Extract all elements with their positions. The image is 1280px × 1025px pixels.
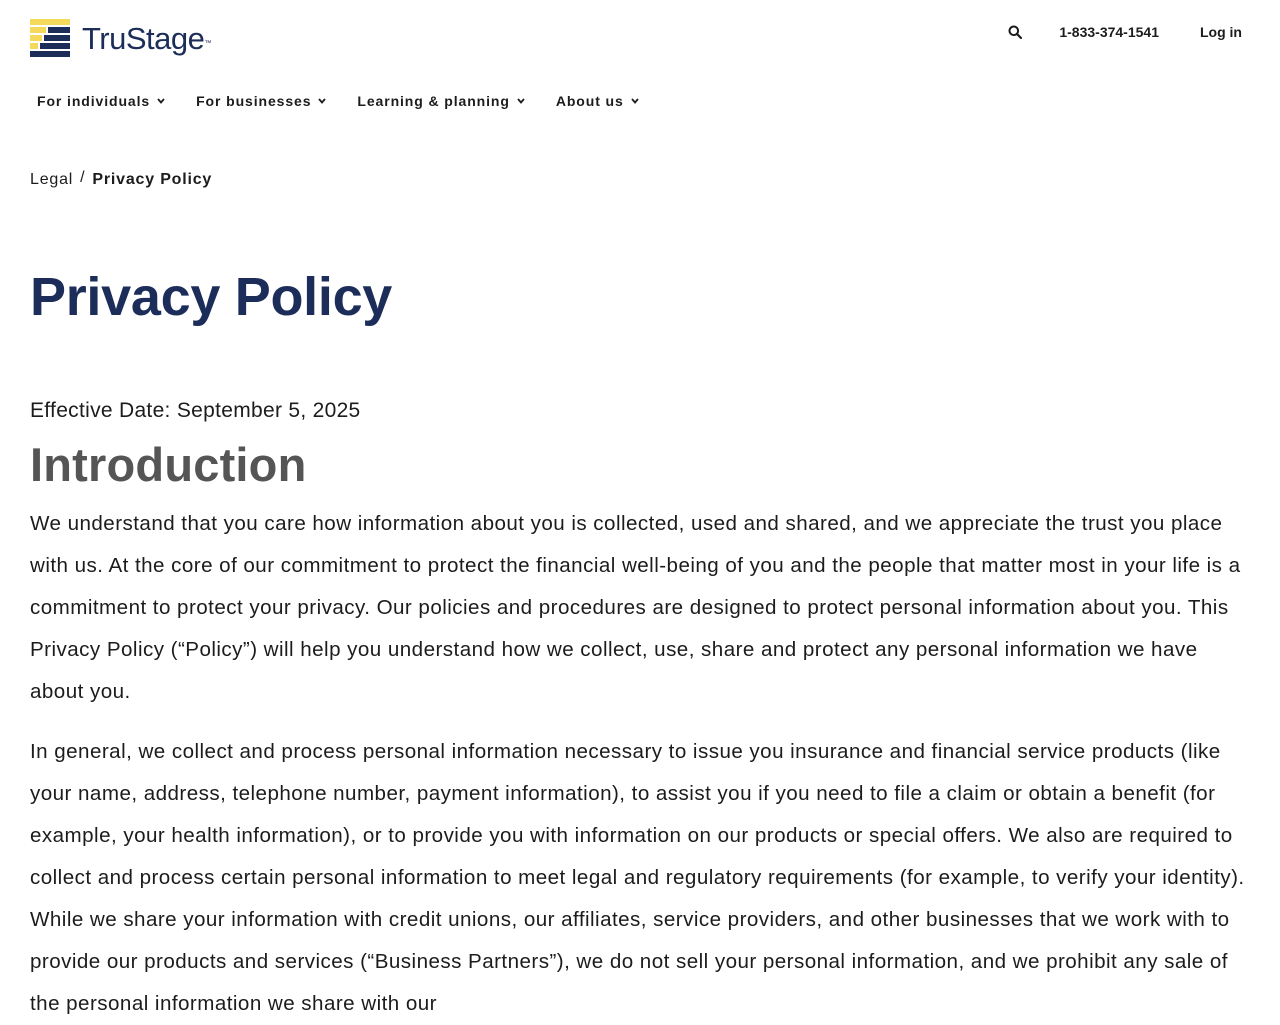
page-title: Privacy Policy [30, 267, 393, 327]
login-link[interactable]: Log in [1200, 24, 1242, 40]
nav-item-for-businesses[interactable] [196, 93, 327, 109]
nav-item-label: For individuals [37, 93, 151, 109]
intro-paragraph: In general, we collect and process personal information necessary to issue you insurance and financial service products (like your name, address, telephone number, payment information), to assist you if you need to file a claim or obtain a benefit (for example, your health information), or to provide you with information on our products or special offers. We also are required to collect and process certain personal information to meet legal and regulatory requirements (for example, to verify your identity). While we share your information with credit unions, our affiliates, service providers, and other businesses that we work with to provide our products and services (“Business Partners”), we do not sell your personal information, and we prohibit any sale of the personal information we share with our [30, 740, 1245, 1015]
intro-paragraph: We understand that you care how information about you is collected, used and shared, and we appreciate the trust you place with us. At the core of our commitment to protect the financial well-being of you and the people that matter most in your life is a commitment to protect your privacy. Our policies and procedures are designed to protect personal information about you. This Privacy Policy (“Policy”) will help you understand how we collect, use, share and protect any personal information we have about you. [30, 512, 1241, 703]
chevron-down-icon [516, 96, 526, 106]
chevron-down-icon [156, 96, 166, 106]
nav-item-learning-planning[interactable] [357, 93, 525, 109]
nav-item-label: About us [555, 93, 624, 109]
trustage-logo[interactable] [30, 19, 211, 59]
nav-item-label: Learning & planning [357, 93, 510, 109]
breadcrumb [30, 171, 212, 189]
breadcrumb-link-legal[interactable]: Legal [30, 171, 74, 188]
breadcrumb-separator: / [80, 169, 86, 186]
effective-date: Effective Date: September 5, 2025 [30, 399, 361, 422]
chevron-down-icon [630, 96, 640, 106]
logo-trademark: ™ [204, 39, 212, 47]
logo-mark-icon [30, 19, 70, 59]
nav-item-for-individuals[interactable] [37, 93, 166, 109]
logo-wordmark: TruStage [82, 21, 205, 56]
phone-link[interactable]: 1-833-374-1541 [1059, 24, 1159, 40]
search-icon [1008, 25, 1022, 39]
site-header [0, 0, 1280, 80]
nav-item-about-us[interactable] [556, 93, 640, 109]
search-button[interactable] [1005, 22, 1025, 42]
section-heading-introduction: Introduction [30, 438, 307, 491]
utility-nav [1005, 22, 1242, 42]
chevron-down-icon [317, 96, 327, 106]
breadcrumb-current: Privacy Policy [92, 171, 213, 188]
policy-content [30, 395, 1252, 1025]
nav-item-label: For businesses [196, 93, 312, 109]
main-nav [37, 90, 670, 112]
